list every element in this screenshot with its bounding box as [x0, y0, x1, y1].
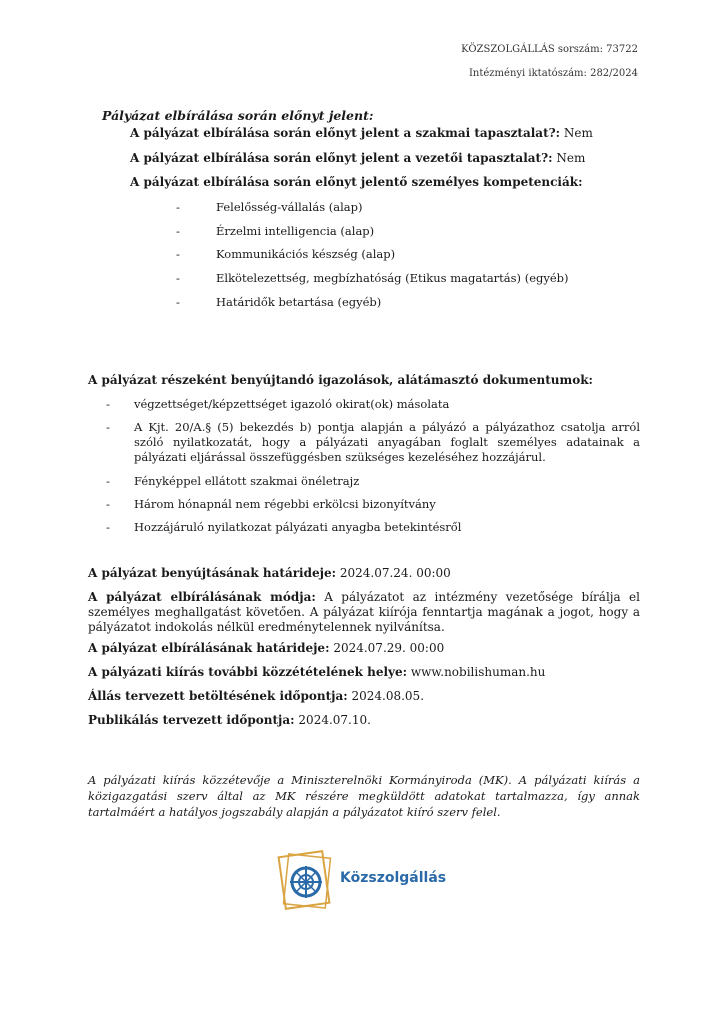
field-publish-place-value[interactable]: www.nobilishuman.hu	[407, 665, 546, 679]
competency-text: Kommunikációs készség (alap)	[216, 247, 396, 261]
field-publish-place-label: A pályázati kiírás további közzétételének helye:	[88, 665, 408, 679]
competency-item: - Elkötelezettség, megbízhatóság (Etikus magatartás) (egyéb)	[176, 271, 569, 285]
header-registry: Intézményi iktatószám: 282/2024	[468, 68, 638, 79]
field-start-date	[88, 689, 640, 704]
advantage-professional-value: Nem	[560, 126, 593, 140]
advantage-leadership	[130, 151, 585, 165]
field-publish-date	[88, 713, 640, 728]
field-deadline-value: 2024.07.24. 00:00	[336, 566, 451, 580]
document-item-text: A Kjt. 20/A.§ (5) bekezdés b) pontja alapján a pályázó a pályázathoz csatolja arról szóló nyilatkozatát, hogy a pályázati anyagában foglalt személyes adatainak a pályázati eljárással összefüggésben szükséges kezeléséhez hozzájárul.	[134, 420, 640, 464]
field-deadline	[88, 566, 640, 581]
field-judgement-label: A pályázat elbírálásának határideje:	[88, 641, 330, 655]
competency-text: Elkötelezettség, megbízhatóság (Etikus magatartás) (egyéb)	[216, 271, 569, 285]
field-publish-place	[88, 665, 640, 680]
competencies-heading-label: A pályázat elbírálása során előnyt jelentő személyes kompetenciák:	[130, 175, 583, 189]
advantage-professional-label: A pályázat elbírálása során előnyt jelent a szakmai tapasztalat?:	[130, 126, 561, 140]
advantages-intro: Pályázat elbírálása során előnyt jelent:	[102, 108, 374, 123]
publisher-note: A pályázati kiírás közzétevője a Miniszterelnöki Kormányiroda (MK). A pályázati kiírás a közigazgatási szerv által az MK részére megküldött adatokat tartalmazza, így annak tartalmáért a hatályos jogszabály alapján a pályázatot kiíró szerv felel.	[88, 773, 640, 819]
competency-text: Érzelmi intelligencia (alap)	[216, 224, 375, 238]
document-item-text: Hozzájáruló nyilatkozat pályázati anyagba betekintésről	[134, 520, 462, 534]
document-item: - végzettséget/képzettséget igazoló okirat(ok) másolata	[106, 397, 640, 412]
competency-item: - Kommunikációs készség (alap)	[176, 247, 396, 261]
field-start-label: Állás tervezett betöltésének időpontja:	[88, 689, 348, 703]
kozszolgallas-logo	[276, 846, 456, 916]
document-item: - A Kjt. 20/A.§ (5) bekezdés b) pontja alapján a pályázó a pályázathoz csatolja arról szóló nyilatkozatát, hogy a pályázati anyagában foglalt személyes adatainak a pályázati eljárással összefüggésben szükséges kezeléséhez hozzájárul.	[106, 420, 640, 464]
documents-title: A pályázat részeként benyújtandó igazolások, alátámasztó dokumentumok:	[88, 373, 593, 387]
field-judgement-value: 2024.07.29. 00:00	[329, 641, 445, 655]
competency-text: Határidők betartása (egyéb)	[216, 295, 382, 309]
header-serial: KÖZSZOLGÁLLÁS sorszám: 73722	[461, 44, 638, 55]
advantage-competencies-heading	[130, 175, 583, 189]
field-start-value: 2024.08.05.	[347, 689, 425, 703]
field-method-label: A pályázat elbírálásának módja:	[88, 590, 316, 604]
advantage-professional	[130, 126, 593, 140]
field-deadline-label: A pályázat benyújtásának határideje:	[88, 566, 337, 580]
competency-text: Felelősség-vállalás (alap)	[216, 200, 363, 214]
competency-item: - Határidők betartása (egyéb)	[176, 295, 382, 309]
field-method	[88, 590, 640, 635]
logo-emblem-icon	[276, 846, 336, 916]
document-item-text: Fényképpel ellátott szakmai önéletrajz	[134, 474, 360, 488]
document-item-text: Három hónapnál nem régebbi erkölcsi bizonyítvány	[134, 497, 436, 511]
field-judgement-deadline	[88, 641, 640, 656]
document-item: - Három hónapnál nem régebbi erkölcsi bizonyítvány	[106, 497, 640, 512]
advantage-leadership-value: Nem	[552, 151, 586, 165]
document-item-text: végzettséget/képzettséget igazoló okirat(ok) másolata	[134, 397, 450, 411]
document-item: - Hozzájáruló nyilatkozat pályázati anyagba betekintésről	[106, 520, 640, 535]
document-item: - Fényképpel ellátott szakmai önéletrajz	[106, 474, 640, 489]
competency-item: - Felelősség-vállalás (alap)	[176, 200, 363, 214]
logo-text: Közszolgállás	[340, 870, 447, 886]
advantage-leadership-label: A pályázat elbírálása során előnyt jelent a vezetői tapasztalat?:	[130, 151, 553, 165]
field-publish-date-label: Publikálás tervezett időpontja:	[88, 713, 295, 727]
field-publish-date-value: 2024.07.10.	[294, 713, 371, 727]
competency-item: - Érzelmi intelligencia (alap)	[176, 224, 375, 238]
field-method-value: A pályázatot az intézmény vezetősége bírálja el személyes meghallgatást követően. A pályázat kiírója fenntartja magának a jogot, hogy a pályázatot indokolás nélkül eredménytelennek nyilvánítsa.	[88, 590, 640, 634]
